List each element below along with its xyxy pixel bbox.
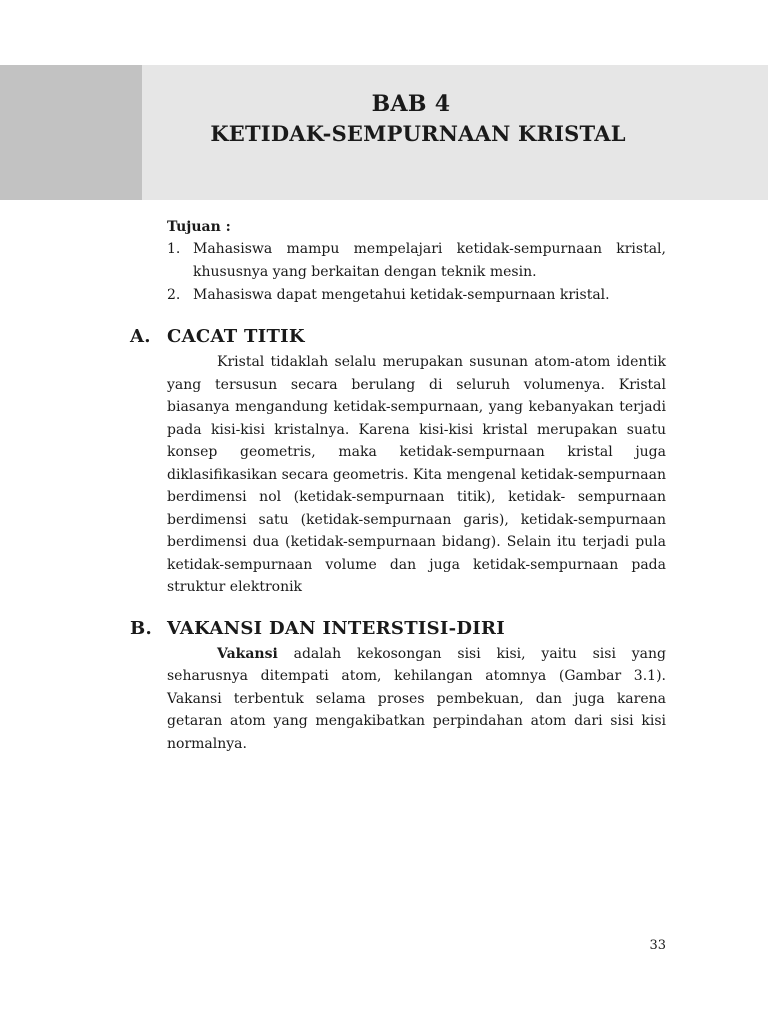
objective-number: 1.	[167, 241, 181, 257]
section-title: VAKANSI DAN INTERSTISI-DIRI	[167, 617, 506, 639]
objective-text: Mahasiswa mampu mempelajari ketidak-sempurnaan kristal, khususnya yang berkaitan dengan teknik mesin.	[193, 241, 666, 280]
section-vakansi	[130, 617, 666, 756]
section-cacat-titik	[130, 325, 666, 599]
objectives-list	[130, 238, 666, 307]
objective-item	[167, 238, 666, 284]
page-content	[130, 216, 666, 755]
chapter-header-band	[0, 65, 768, 200]
page-number: 33	[649, 938, 666, 953]
bold-term: Vakansi	[217, 645, 278, 662]
objective-text: Mahasiswa dapat mengetahui ketidak-sempurnaan kristal.	[193, 287, 610, 303]
section-heading	[130, 617, 666, 641]
objective-number: 2.	[167, 287, 181, 303]
objective-item	[167, 284, 666, 307]
section-letter: B.	[130, 617, 153, 639]
paragraph-text: adalah kekosongan sisi kisi, yaitu sisi yang seharusnya ditempati atom, kehilangan atomnya (Gambar 3.1). Vakansi terbentuk selama proses pembekuan, dan juga karena getaran atom yang mengakibatkan perpindahan atom dari sisi kisi normalnya.	[167, 645, 666, 752]
chapter-number: BAB 4	[371, 91, 451, 117]
chapter-title: KETIDAK-SEMPURNAAN KRISTAL	[210, 121, 626, 146]
section-paragraph	[167, 643, 666, 756]
section-paragraph: Kristal tidaklah selalu merupakan susunan atom-atom identik yang tersusun secara berulang di seluruh volumenya. Kristal biasanya mengandung ketidak-sempurnaan, yang kebanyakan terjadi pada kisi-kisi kristalnya. Karena kisi-kisi kristal merupakan suatu konsep geometris, maka ketidak-sempurnaan kristal juga diklasifikasikan secara geometris. Kita mengenal ketidak-sempurnaan berdimensi nol (ketidak-sempurnaan titik), ketidak- sempurnaan berdimensi satu (ketidak-sempurnaan garis), ketidak-sempurnaan berdimensi dua (ketidak-sempurnaan bidang). Selain itu terjadi pula ketidak-sempurnaan volume dan juga ketidak-sempurnaan pada struktur elektronik	[167, 354, 666, 595]
header-side-block	[0, 65, 142, 200]
objectives-heading: Tujuan :	[167, 219, 231, 235]
section-title: CACAT TITIK	[167, 326, 305, 347]
section-heading	[130, 325, 666, 349]
section-letter: A.	[130, 326, 151, 347]
